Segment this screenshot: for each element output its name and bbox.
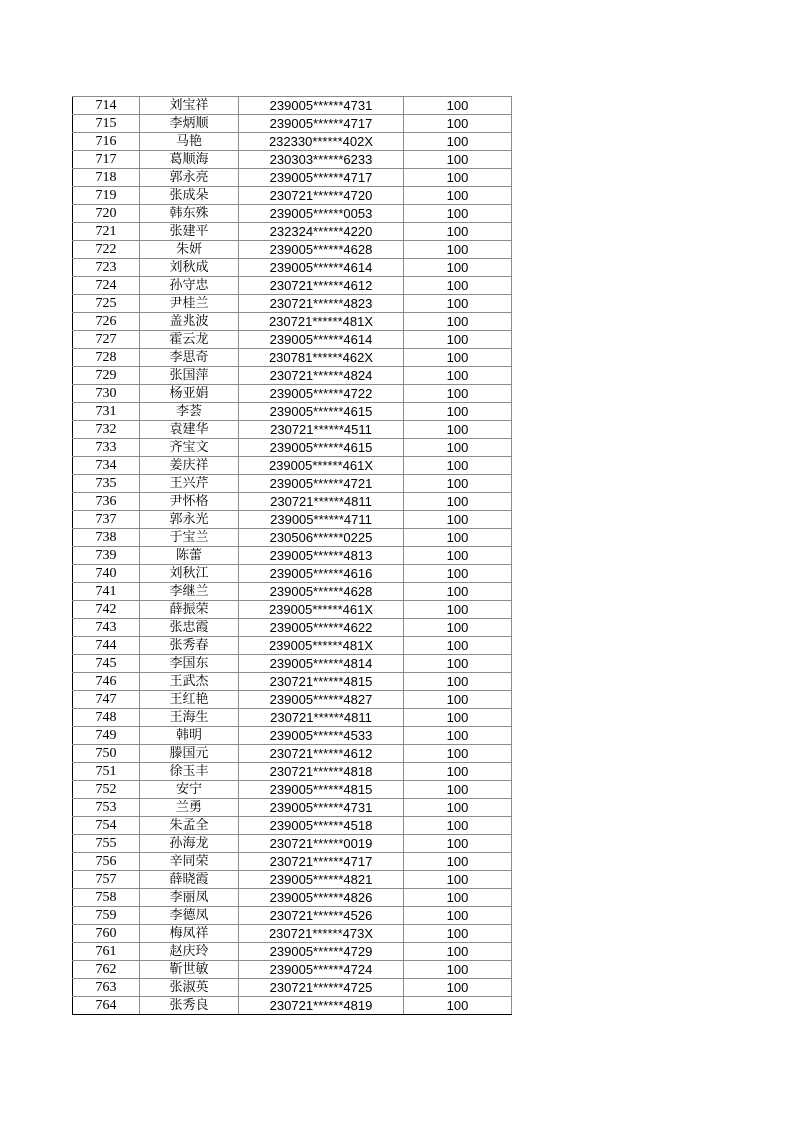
row-number-cell: 760 (73, 925, 140, 943)
row-number-cell: 758 (73, 889, 140, 907)
name-cell: 韩东殊 (140, 205, 239, 223)
table-row (73, 169, 512, 187)
table-row (73, 349, 512, 367)
table-body (73, 97, 512, 1015)
row-number-cell: 715 (73, 115, 140, 133)
name-cell: 张成朵 (140, 187, 239, 205)
row-number-cell: 718 (73, 169, 140, 187)
name-cell: 薛晓霞 (140, 871, 239, 889)
id-number-cell: 239005******4729 (239, 943, 404, 961)
amount-cell: 100 (404, 475, 512, 493)
amount-cell: 100 (404, 925, 512, 943)
id-number-cell: 230721******4824 (239, 367, 404, 385)
table-row (73, 565, 512, 583)
name-cell: 张国萍 (140, 367, 239, 385)
amount-cell: 100 (404, 277, 512, 295)
row-number-cell: 757 (73, 871, 140, 889)
row-number-cell: 755 (73, 835, 140, 853)
name-cell: 王红艳 (140, 691, 239, 709)
id-number-cell: 239005******0053 (239, 205, 404, 223)
name-cell: 李丽凤 (140, 889, 239, 907)
amount-cell: 100 (404, 547, 512, 565)
row-number-cell: 742 (73, 601, 140, 619)
table-row (73, 295, 512, 313)
row-number-cell: 720 (73, 205, 140, 223)
row-number-cell: 762 (73, 961, 140, 979)
name-cell: 李炳顺 (140, 115, 239, 133)
table-row (73, 421, 512, 439)
name-cell: 安宁 (140, 781, 239, 799)
table-row (73, 547, 512, 565)
id-number-cell: 239005******4614 (239, 259, 404, 277)
table-row (73, 529, 512, 547)
id-number-cell: 239005******4717 (239, 169, 404, 187)
amount-cell: 100 (404, 133, 512, 151)
name-cell: 葛顺海 (140, 151, 239, 169)
id-number-cell: 239005******481X (239, 637, 404, 655)
amount-cell: 100 (404, 691, 512, 709)
id-number-cell: 230721******4526 (239, 907, 404, 925)
amount-cell: 100 (404, 709, 512, 727)
name-cell: 李国东 (140, 655, 239, 673)
row-number-cell: 716 (73, 133, 140, 151)
row-number-cell: 735 (73, 475, 140, 493)
id-number-cell: 239005******4615 (239, 439, 404, 457)
id-number-cell: 239005******461X (239, 457, 404, 475)
amount-cell: 100 (404, 961, 512, 979)
table-row (73, 133, 512, 151)
id-number-cell: 230721******4818 (239, 763, 404, 781)
id-number-cell: 239005******4814 (239, 655, 404, 673)
id-number-cell: 239005******4827 (239, 691, 404, 709)
name-cell: 李思奇 (140, 349, 239, 367)
amount-cell: 100 (404, 637, 512, 655)
amount-cell: 100 (404, 655, 512, 673)
name-cell: 王武杰 (140, 673, 239, 691)
name-cell: 赵庆玲 (140, 943, 239, 961)
id-number-cell: 230721******481X (239, 313, 404, 331)
row-number-cell: 744 (73, 637, 140, 655)
table-row (73, 439, 512, 457)
row-number-cell: 736 (73, 493, 140, 511)
name-cell: 孙海龙 (140, 835, 239, 853)
table-row (73, 979, 512, 997)
id-number-cell: 230506******0225 (239, 529, 404, 547)
id-number-cell: 239005******4615 (239, 403, 404, 421)
name-cell: 李德凤 (140, 907, 239, 925)
amount-cell: 100 (404, 493, 512, 511)
amount-cell: 100 (404, 673, 512, 691)
amount-cell: 100 (404, 871, 512, 889)
amount-cell: 100 (404, 367, 512, 385)
name-cell: 袁建华 (140, 421, 239, 439)
row-number-cell: 746 (73, 673, 140, 691)
id-number-cell: 239005******4717 (239, 115, 404, 133)
id-number-cell: 230721******4819 (239, 997, 404, 1015)
row-number-cell: 748 (73, 709, 140, 727)
name-cell: 王兴芹 (140, 475, 239, 493)
name-cell: 霍云龙 (140, 331, 239, 349)
id-number-cell: 230721******4815 (239, 673, 404, 691)
amount-cell: 100 (404, 907, 512, 925)
amount-cell: 100 (404, 511, 512, 529)
row-number-cell: 754 (73, 817, 140, 835)
id-number-cell: 239005******4628 (239, 241, 404, 259)
row-number-cell: 734 (73, 457, 140, 475)
name-cell: 滕国元 (140, 745, 239, 763)
table-row (73, 871, 512, 889)
id-number-cell: 239005******4724 (239, 961, 404, 979)
name-cell: 靳世敏 (140, 961, 239, 979)
id-number-cell: 239005******461X (239, 601, 404, 619)
name-cell: 王海生 (140, 709, 239, 727)
id-number-cell: 230721******4811 (239, 493, 404, 511)
id-number-cell: 230303******6233 (239, 151, 404, 169)
name-cell: 辛同荣 (140, 853, 239, 871)
table-row (73, 691, 512, 709)
table-row (73, 763, 512, 781)
row-number-cell: 763 (73, 979, 140, 997)
table-row (73, 853, 512, 871)
name-cell: 姜庆祥 (140, 457, 239, 475)
amount-cell: 100 (404, 169, 512, 187)
amount-cell: 100 (404, 979, 512, 997)
table-row (73, 925, 512, 943)
table-row (73, 385, 512, 403)
name-cell: 马艳 (140, 133, 239, 151)
name-cell: 于宝兰 (140, 529, 239, 547)
table-row (73, 673, 512, 691)
table-row (73, 601, 512, 619)
amount-cell: 100 (404, 889, 512, 907)
data-table (72, 96, 512, 1015)
row-number-cell: 745 (73, 655, 140, 673)
row-number-cell: 722 (73, 241, 140, 259)
id-number-cell: 230781******462X (239, 349, 404, 367)
row-number-cell: 728 (73, 349, 140, 367)
table-row (73, 511, 512, 529)
name-cell: 张忠霞 (140, 619, 239, 637)
id-number-cell: 230721******473X (239, 925, 404, 943)
id-number-cell: 239005******4616 (239, 565, 404, 583)
id-number-cell: 239005******4518 (239, 817, 404, 835)
id-number-cell: 230721******4823 (239, 295, 404, 313)
table-row (73, 187, 512, 205)
id-number-cell: 230721******4511 (239, 421, 404, 439)
amount-cell: 100 (404, 151, 512, 169)
amount-cell: 100 (404, 457, 512, 475)
table-row (73, 583, 512, 601)
amount-cell: 100 (404, 295, 512, 313)
table-row (73, 889, 512, 907)
row-number-cell: 727 (73, 331, 140, 349)
name-cell: 尹桂兰 (140, 295, 239, 313)
amount-cell: 100 (404, 853, 512, 871)
row-number-cell: 721 (73, 223, 140, 241)
name-cell: 杨亚娟 (140, 385, 239, 403)
name-cell: 孙守忠 (140, 277, 239, 295)
row-number-cell: 752 (73, 781, 140, 799)
table-row (73, 367, 512, 385)
id-number-cell: 230721******4720 (239, 187, 404, 205)
table-row (73, 637, 512, 655)
id-number-cell: 230721******4612 (239, 277, 404, 295)
amount-cell: 100 (404, 349, 512, 367)
amount-cell: 100 (404, 583, 512, 601)
amount-cell: 100 (404, 727, 512, 745)
id-number-cell: 239005******4614 (239, 331, 404, 349)
id-number-cell: 239005******4711 (239, 511, 404, 529)
table-row (73, 313, 512, 331)
amount-cell: 100 (404, 439, 512, 457)
row-number-cell: 723 (73, 259, 140, 277)
amount-cell: 100 (404, 619, 512, 637)
amount-cell: 100 (404, 115, 512, 133)
name-cell: 薛振荣 (140, 601, 239, 619)
amount-cell: 100 (404, 817, 512, 835)
table-row (73, 475, 512, 493)
row-number-cell: 731 (73, 403, 140, 421)
table-row (73, 115, 512, 133)
row-number-cell: 726 (73, 313, 140, 331)
name-cell: 韩明 (140, 727, 239, 745)
row-number-cell: 732 (73, 421, 140, 439)
name-cell: 朱妍 (140, 241, 239, 259)
amount-cell: 100 (404, 97, 512, 115)
name-cell: 李荟 (140, 403, 239, 421)
amount-cell: 100 (404, 997, 512, 1015)
row-number-cell: 759 (73, 907, 140, 925)
table-row (73, 727, 512, 745)
table-row (73, 619, 512, 637)
amount-cell: 100 (404, 223, 512, 241)
row-number-cell: 761 (73, 943, 140, 961)
table-row (73, 817, 512, 835)
name-cell: 徐玉丰 (140, 763, 239, 781)
row-number-cell: 739 (73, 547, 140, 565)
name-cell: 郭永光 (140, 511, 239, 529)
table-row (73, 457, 512, 475)
row-number-cell: 740 (73, 565, 140, 583)
name-cell: 郭永亮 (140, 169, 239, 187)
amount-cell: 100 (404, 763, 512, 781)
name-cell: 李继兰 (140, 583, 239, 601)
name-cell: 兰勇 (140, 799, 239, 817)
id-number-cell: 232324******4220 (239, 223, 404, 241)
name-cell: 齐宝文 (140, 439, 239, 457)
amount-cell: 100 (404, 565, 512, 583)
id-number-cell: 239005******4533 (239, 727, 404, 745)
row-number-cell: 764 (73, 997, 140, 1015)
amount-cell: 100 (404, 187, 512, 205)
id-number-cell: 239005******4731 (239, 799, 404, 817)
amount-cell: 100 (404, 385, 512, 403)
table-row (73, 961, 512, 979)
row-number-cell: 756 (73, 853, 140, 871)
name-cell: 张淑英 (140, 979, 239, 997)
row-number-cell: 725 (73, 295, 140, 313)
amount-cell: 100 (404, 835, 512, 853)
amount-cell: 100 (404, 745, 512, 763)
name-cell: 张秀春 (140, 637, 239, 655)
amount-cell: 100 (404, 259, 512, 277)
amount-cell: 100 (404, 241, 512, 259)
id-number-cell: 239005******4721 (239, 475, 404, 493)
id-number-cell: 230721******4811 (239, 709, 404, 727)
name-cell: 张秀良 (140, 997, 239, 1015)
table-row (73, 835, 512, 853)
row-number-cell: 751 (73, 763, 140, 781)
name-cell: 刘秋江 (140, 565, 239, 583)
row-number-cell: 737 (73, 511, 140, 529)
row-number-cell: 749 (73, 727, 140, 745)
amount-cell: 100 (404, 529, 512, 547)
row-number-cell: 717 (73, 151, 140, 169)
table-row (73, 655, 512, 673)
table-row (73, 907, 512, 925)
id-number-cell: 230721******4725 (239, 979, 404, 997)
id-number-cell: 230721******4717 (239, 853, 404, 871)
row-number-cell: 743 (73, 619, 140, 637)
amount-cell: 100 (404, 601, 512, 619)
table-row (73, 259, 512, 277)
table-row (73, 943, 512, 961)
table-row (73, 997, 512, 1015)
table-row (73, 97, 512, 115)
table-row (73, 799, 512, 817)
amount-cell: 100 (404, 331, 512, 349)
amount-cell: 100 (404, 421, 512, 439)
id-number-cell: 230721******0019 (239, 835, 404, 853)
id-number-cell: 232330******402X (239, 133, 404, 151)
name-cell: 张建平 (140, 223, 239, 241)
id-number-cell: 239005******4815 (239, 781, 404, 799)
row-number-cell: 729 (73, 367, 140, 385)
name-cell: 梅凤祥 (140, 925, 239, 943)
row-number-cell: 733 (73, 439, 140, 457)
table-row (73, 223, 512, 241)
table-row (73, 709, 512, 727)
row-number-cell: 747 (73, 691, 140, 709)
amount-cell: 100 (404, 943, 512, 961)
id-number-cell: 239005******4722 (239, 385, 404, 403)
amount-cell: 100 (404, 403, 512, 421)
amount-cell: 100 (404, 313, 512, 331)
name-cell: 尹怀格 (140, 493, 239, 511)
id-number-cell: 239005******4622 (239, 619, 404, 637)
id-number-cell: 239005******4821 (239, 871, 404, 889)
table-row (73, 745, 512, 763)
id-number-cell: 239005******4813 (239, 547, 404, 565)
name-cell: 盖兆波 (140, 313, 239, 331)
row-number-cell: 738 (73, 529, 140, 547)
id-number-cell: 230721******4612 (239, 745, 404, 763)
row-number-cell: 730 (73, 385, 140, 403)
row-number-cell: 719 (73, 187, 140, 205)
table-row (73, 205, 512, 223)
table-row (73, 331, 512, 349)
id-number-cell: 239005******4628 (239, 583, 404, 601)
name-cell: 朱孟全 (140, 817, 239, 835)
table-row (73, 277, 512, 295)
id-number-cell: 239005******4731 (239, 97, 404, 115)
table-row (73, 403, 512, 421)
row-number-cell: 724 (73, 277, 140, 295)
amount-cell: 100 (404, 781, 512, 799)
id-number-cell: 239005******4826 (239, 889, 404, 907)
table-row (73, 493, 512, 511)
amount-cell: 100 (404, 205, 512, 223)
row-number-cell: 741 (73, 583, 140, 601)
table-row (73, 151, 512, 169)
table-row (73, 241, 512, 259)
row-number-cell: 714 (73, 97, 140, 115)
name-cell: 刘宝祥 (140, 97, 239, 115)
table-row (73, 781, 512, 799)
row-number-cell: 750 (73, 745, 140, 763)
amount-cell: 100 (404, 799, 512, 817)
name-cell: 刘秋成 (140, 259, 239, 277)
row-number-cell: 753 (73, 799, 140, 817)
name-cell: 陈蕾 (140, 547, 239, 565)
